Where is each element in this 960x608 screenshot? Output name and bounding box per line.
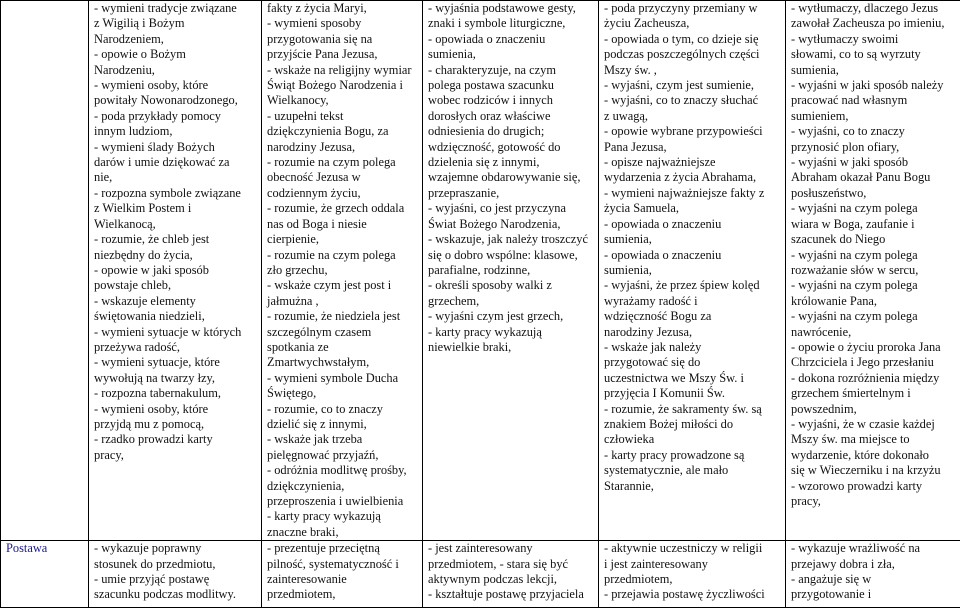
text-line: przyjęcia I Komunii Św. bbox=[604, 386, 785, 401]
text-line: przejawy dobra i zła, bbox=[791, 557, 960, 572]
text-line: systematycznie, ale mało bbox=[604, 463, 785, 478]
text-line: grzechem, bbox=[428, 294, 598, 309]
cell-text bbox=[791, 1, 960, 509]
text-line: życia Samuela, bbox=[604, 201, 785, 216]
text-line: sumienia, bbox=[604, 263, 785, 278]
text-line: słowami, co to są wyrzuty bbox=[791, 47, 960, 62]
text-line: - wymieni osoby, które bbox=[94, 78, 261, 93]
text-line: przyjdą mu z pomocą, bbox=[94, 417, 261, 432]
text-line: - rozumie na czym polega bbox=[267, 155, 422, 170]
text-line: - wyjaśni na czym polega bbox=[791, 201, 960, 216]
text-line: narodziny Jezusa, bbox=[267, 140, 422, 155]
cell-text bbox=[791, 541, 960, 603]
text-line: posłuszeństwo, bbox=[791, 186, 960, 201]
text-line: zawołał Zacheusza po imieniu, bbox=[791, 16, 960, 31]
text-line: stosunek do przedmiotu, bbox=[94, 557, 261, 572]
cell-text bbox=[604, 541, 785, 603]
attitude-cell-4 bbox=[599, 541, 786, 608]
text-line: aktywnym podczas lekcji, bbox=[428, 572, 598, 587]
text-line: - wymieni ślady Bożych bbox=[94, 140, 261, 155]
text-line: - wskaże jak należy bbox=[604, 340, 785, 355]
attitude-cell-3 bbox=[423, 541, 599, 608]
attitude-cell-5 bbox=[786, 541, 960, 608]
text-line: - wykazuje poprawny bbox=[94, 541, 261, 556]
text-line: narodziny Jezusa, bbox=[604, 325, 785, 340]
row-label-cell bbox=[1, 541, 89, 608]
cell-text bbox=[94, 541, 261, 603]
text-line: Narodzeniem, bbox=[94, 32, 261, 47]
text-line: sumienia, bbox=[428, 47, 598, 62]
text-line: i jest zainteresowany bbox=[604, 557, 785, 572]
text-line: sumienia, bbox=[604, 232, 785, 247]
text-line: - opowiada o znaczeniu bbox=[604, 248, 785, 263]
text-line: się o dobro wspólne: klasowe, bbox=[428, 248, 598, 263]
text-line: Mszy św. ma miejsce to bbox=[791, 432, 960, 447]
text-line: - kształtuje postawę przyjaciela bbox=[428, 587, 598, 602]
table-row-postawa bbox=[1, 541, 960, 608]
text-line: - wytłumaczy, dlaczego Jezus bbox=[791, 1, 960, 16]
text-line: - wskaże czym jest post i bbox=[267, 278, 422, 293]
text-line: sumienia, bbox=[791, 63, 960, 78]
text-line: parafialne, rodzinne, bbox=[428, 263, 598, 278]
text-line: - wymieni najważniejsze fakty z bbox=[604, 186, 785, 201]
text-line: - rozpozna tabernakulum, bbox=[94, 386, 261, 401]
grade-cell-5 bbox=[786, 1, 960, 541]
text-line: - rozumie, co to znaczy bbox=[267, 402, 422, 417]
text-line: znaki i symbole liturgiczne, bbox=[428, 16, 598, 31]
text-line: - wyjaśni, co to znaczy bbox=[791, 124, 960, 139]
text-line: nie, bbox=[94, 170, 261, 185]
text-line: wdzięczność, gotowość do bbox=[428, 140, 598, 155]
text-line: znaczne braki, bbox=[267, 525, 422, 540]
text-line: - opowie o Bożym bbox=[94, 47, 261, 62]
text-line: uczestnictwa we Mszy Św. i bbox=[604, 371, 785, 386]
cell-text bbox=[428, 541, 598, 603]
text-line: podczas poszczególnych części bbox=[604, 47, 785, 62]
text-line: - karty pracy wykazują bbox=[428, 325, 598, 340]
text-line: wyrażamy radość i bbox=[604, 294, 785, 309]
text-line: jałmużna , bbox=[267, 294, 422, 309]
text-line: - wyjaśni w jaki sposób należy bbox=[791, 78, 960, 93]
text-line: - opowiada o znaczeniu bbox=[604, 217, 785, 232]
text-line: niewielkie braki, bbox=[428, 340, 598, 355]
text-line: znakiem Bożej miłości do bbox=[604, 417, 785, 432]
grade-cell-1 bbox=[89, 1, 262, 541]
text-line: szczególnym czasem bbox=[267, 325, 422, 340]
text-line: polega postawa szacunku bbox=[428, 78, 598, 93]
text-line: codziennym życiu, bbox=[267, 186, 422, 201]
text-line: - przejawia postawę życzliwości bbox=[604, 587, 785, 602]
row-label-postawa: Postawa bbox=[6, 541, 47, 555]
text-line: przepraszanie, bbox=[428, 186, 598, 201]
text-line: pilność, systematyczność i bbox=[267, 557, 422, 572]
text-line: cierpienie, bbox=[267, 232, 422, 247]
text-line: - karty pracy prowadzone są bbox=[604, 448, 785, 463]
text-line: Zmartwychwstałym, bbox=[267, 355, 422, 370]
text-line: niezbędny do życia, bbox=[94, 248, 261, 263]
text-line: się w Wieczerniku i na krzyżu bbox=[791, 463, 960, 478]
text-line: pielęgnować przyjaźń, bbox=[267, 448, 422, 463]
cell-text bbox=[94, 1, 261, 463]
text-line: Świat Bożego Narodzenia, bbox=[428, 217, 598, 232]
text-line: - określi sposoby walki z bbox=[428, 278, 598, 293]
text-line: pracować nad własnym bbox=[791, 93, 960, 108]
text-line: - opisze najważniejsze bbox=[604, 155, 785, 170]
text-line: dzielenia się z innymi, bbox=[428, 155, 598, 170]
text-line: wiara w Boga, zaufanie i bbox=[791, 217, 960, 232]
text-line: nawrócenie, bbox=[791, 325, 960, 340]
text-line: przyjście Pana Jezusa, bbox=[267, 47, 422, 62]
attitude-cell-2 bbox=[262, 541, 423, 608]
text-line: Wielkanocy, bbox=[267, 93, 422, 108]
text-line: - rozumie, że grzech oddala bbox=[267, 201, 422, 216]
text-line: rozważanie słów w sercu, bbox=[791, 263, 960, 278]
text-line: szacunku podczas modlitwy. bbox=[94, 587, 261, 602]
text-line: - wyjaśni na czym polega bbox=[791, 278, 960, 293]
text-line: szacunek do Niego bbox=[791, 232, 960, 247]
text-line: - dokona rozróżnienia między bbox=[791, 371, 960, 386]
text-line: - poda przyczyny przemiany w bbox=[604, 1, 785, 16]
text-line: - wyjaśni czym jest grzech, bbox=[428, 309, 598, 324]
text-line: dorosłych oraz właściwe bbox=[428, 109, 598, 124]
text-line: - aktywnie uczestniczy w religii bbox=[604, 541, 785, 556]
text-line: Abraham okazał Panu Bogu bbox=[791, 170, 960, 185]
text-line: królowanie Pana, bbox=[791, 294, 960, 309]
text-line: - opowie o życiu proroka Jana bbox=[791, 340, 960, 355]
text-line: wywołują na twarzy łzy, bbox=[94, 371, 261, 386]
text-line: życiu Zacheusza, bbox=[604, 16, 785, 31]
text-line: - wskaże na religijny wymiar bbox=[267, 63, 422, 78]
text-line: - rozumie, że niedziela jest bbox=[267, 309, 422, 324]
text-line: - prezentuje przeciętną bbox=[267, 541, 422, 556]
text-line: darów i umie dziękować za bbox=[94, 155, 261, 170]
attitude-cell-1 bbox=[89, 541, 262, 608]
text-line: dziękczynienia, bbox=[267, 479, 422, 494]
text-line: - umie przyjąć postawę bbox=[94, 572, 261, 587]
text-line: - wyjaśni w jaki sposób bbox=[791, 155, 960, 170]
text-line: przedmiotem, bbox=[267, 587, 422, 602]
text-line: człowieka bbox=[604, 432, 785, 447]
text-line: Starannie, bbox=[604, 479, 785, 494]
text-line: przedmiotem, - stara się być bbox=[428, 557, 598, 572]
text-line: Mszy św. , bbox=[604, 63, 785, 78]
text-line: wobec rodziców i innych bbox=[428, 93, 598, 108]
text-line: pracy, bbox=[94, 448, 261, 463]
text-line: - angażuje się w bbox=[791, 572, 960, 587]
text-line: - wyjaśni na czym polega bbox=[791, 309, 960, 324]
grade-cell-3 bbox=[423, 1, 599, 541]
text-line: Świąt Bożego Narodzenia i bbox=[267, 78, 422, 93]
text-line: innym ludziom, bbox=[94, 124, 261, 139]
text-line: - wyjaśni, co to znaczy słuchać bbox=[604, 93, 785, 108]
text-line: przygotować się do bbox=[604, 355, 785, 370]
text-line: - wskazuje, jak należy troszczyć bbox=[428, 232, 598, 247]
text-line: spotkania ze bbox=[267, 340, 422, 355]
text-line: Świętego, bbox=[267, 386, 422, 401]
text-line: - wyjaśni na czym polega bbox=[791, 248, 960, 263]
text-line: przeproszenia i uwielbienia bbox=[267, 494, 422, 509]
text-line: nas od Boga i niesie bbox=[267, 217, 422, 232]
text-line: - wskaże jak trzeba bbox=[267, 432, 422, 447]
text-line: powitały Nowonarodzonego, bbox=[94, 93, 261, 108]
text-line: wydarzenie, które dokonało bbox=[791, 448, 960, 463]
text-line: - karty pracy wykazują bbox=[267, 509, 422, 524]
text-line: dzielić się z innymi, bbox=[267, 417, 422, 432]
text-line: przedmiotem, bbox=[604, 572, 785, 587]
cell-text bbox=[604, 1, 785, 494]
text-line: świętowania niedzieli, bbox=[94, 309, 261, 324]
text-line: - opowie w jaki sposób bbox=[94, 263, 261, 278]
text-line: - rozumie, że chleb jest bbox=[94, 232, 261, 247]
text-line: wdzięczność Bogu za bbox=[604, 309, 785, 324]
text-line: dziękczynienia Bogu, za bbox=[267, 124, 422, 139]
text-line: - rzadko prowadzi karty bbox=[94, 432, 261, 447]
text-line: - wymieni symbole Ducha bbox=[267, 371, 422, 386]
text-line: - wskazuje elementy bbox=[94, 294, 261, 309]
text-line: - rozumie na czym polega bbox=[267, 248, 422, 263]
text-line: pracy, bbox=[791, 494, 960, 509]
text-line: wydarzenia z życia Abrahama, bbox=[604, 170, 785, 185]
text-line: - rozpozna symbole związane bbox=[94, 186, 261, 201]
text-line: Chrzciciela i Jego przesłaniu bbox=[791, 355, 960, 370]
grade-cell-4 bbox=[599, 1, 786, 541]
text-line: przeżywa radość, bbox=[94, 340, 261, 355]
text-line: - jest zainteresowany bbox=[428, 541, 598, 556]
text-line: - wymieni sposoby bbox=[267, 16, 422, 31]
text-line: Pana Jezusa, bbox=[604, 140, 785, 155]
text-line: Narodzeniu, bbox=[94, 63, 261, 78]
cell-text bbox=[428, 1, 598, 355]
text-line: z uwagą, bbox=[604, 109, 785, 124]
row-label-cell bbox=[1, 1, 89, 541]
text-line: - wymieni tradycje związane bbox=[94, 1, 261, 16]
text-line: Wielkanocą, bbox=[94, 217, 261, 232]
text-line: - opowiada o tym, co dzieje się bbox=[604, 32, 785, 47]
grade-cell-2 bbox=[262, 1, 423, 541]
cell-text bbox=[267, 1, 422, 540]
text-line: sumieniem, bbox=[791, 109, 960, 124]
text-line: powszednim, bbox=[791, 402, 960, 417]
text-line: przynosić plon ofiary, bbox=[791, 140, 960, 155]
text-line: - charakteryzuje, na czym bbox=[428, 63, 598, 78]
text-line: - uzupełni tekst bbox=[267, 109, 422, 124]
text-line: - wymieni sytuacje, które bbox=[94, 355, 261, 370]
text-line: - poda przykłady pomocy bbox=[94, 109, 261, 124]
text-line: grzechem śmiertelnym i bbox=[791, 386, 960, 401]
text-line: przygotowanie i bbox=[791, 587, 960, 602]
text-line: - wyjaśnia podstawowe gesty, bbox=[428, 1, 598, 16]
text-line: z Wigilią i Bożym bbox=[94, 16, 261, 31]
text-line: - wymieni sytuacje w których bbox=[94, 325, 261, 340]
text-line: - wyjaśni, czym jest sumienie, bbox=[604, 78, 785, 93]
text-line: - wyjaśni, że w czasie każdej bbox=[791, 417, 960, 432]
text-line: - rozumie, że sakramenty św. są bbox=[604, 402, 785, 417]
text-line: fakty z życia Maryi, bbox=[267, 1, 422, 16]
cell-text bbox=[267, 541, 422, 603]
text-line: - wyjaśni, co jest przyczyna bbox=[428, 201, 598, 216]
text-line: - opowie wybrane przypowieści bbox=[604, 124, 785, 139]
text-line: zło grzechu, bbox=[267, 263, 422, 278]
text-line: - wymieni osoby, które bbox=[94, 402, 261, 417]
text-line: obecność Jezusa w bbox=[267, 170, 422, 185]
text-line: zainteresowanie bbox=[267, 572, 422, 587]
text-line: powstaje chleb, bbox=[94, 278, 261, 293]
text-line: - wzorowo prowadzi karty bbox=[791, 479, 960, 494]
text-line: - opowiada o znaczeniu bbox=[428, 32, 598, 47]
text-line: - wyjaśni, że przez śpiew kolęd bbox=[604, 278, 785, 293]
text-line: - odróżnia modlitwę prośby, bbox=[267, 463, 422, 478]
text-line: - wytłumaczy swoimi bbox=[791, 32, 960, 47]
text-line: z Wielkim Postem i bbox=[94, 201, 261, 216]
table-row-requirements bbox=[1, 1, 960, 541]
text-line: wzajemne obdarowywanie się, bbox=[428, 170, 598, 185]
text-line: przygotowania się na bbox=[267, 32, 422, 47]
text-line: - wykazuje wrażliwość na bbox=[791, 541, 960, 556]
text-line: odniesienia do drugich; bbox=[428, 124, 598, 139]
